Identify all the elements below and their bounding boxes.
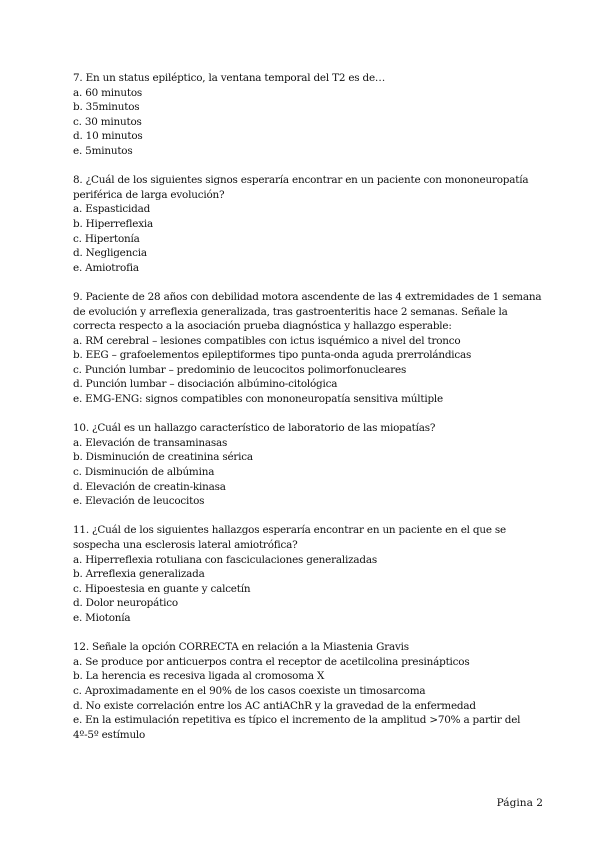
page-number: Página 2	[496, 797, 543, 809]
answer-option: e. 5minutos	[73, 144, 133, 157]
answer-option: d. Negligencia	[73, 247, 147, 260]
answer-option: b. La herencia es recesiva ligada al cromosoma X	[73, 670, 325, 683]
question-12	[73, 640, 543, 742]
answer-option: a. Elevación de transaminasas	[73, 436, 228, 449]
answer-option: a. Espasticidad	[73, 203, 151, 216]
answer-option: b. Arreflexia generalizada	[73, 568, 205, 581]
question-11	[73, 523, 543, 625]
answer-option: a. Se produce por anticuerpos contra el receptor de acetilcolina presinápticos	[73, 655, 470, 668]
answer-option: c. Aproximadamente en el 90% de los casos coexiste un timosarcoma	[73, 684, 426, 697]
question-stem: 9. Paciente de 28 años con debilidad motora ascendente de las 4 extremidades de 1 semana de evolución y arreflexia generalizada, tras gastroenteritis hace 2 semanas. Señale la correcta respecto a la asociación prueba diagnóstica y hallazgo esperable:	[73, 290, 542, 333]
question-stem: 8. ¿Cuál de los siguientes signos esperaría encontrar en un paciente con mononeuropatía periférica de larga evolución?	[73, 174, 529, 201]
answer-option: c. Punción lumbar – predominio de leucocitos polimorfonucleares	[73, 363, 407, 376]
answer-option: c. Disminución de albúmina	[73, 466, 215, 479]
answer-option: e. Amiotrofia	[73, 261, 139, 274]
answer-option: e. Elevación de leucocitos	[73, 495, 205, 508]
question-stem: 7. En un status epiléptico, la ventana temporal del T2 es de…	[73, 72, 386, 84]
answer-option: c. Hipertonía	[73, 232, 140, 245]
answer-option: b. EEG – grafoelementos epileptiformes tipo punta-onda aguda prerrolándicas	[73, 349, 472, 362]
answer-option: d. No existe correlación entre los AC antiAChR y la gravedad de la enfermedad	[73, 699, 476, 712]
answer-option: d. 10 minutos	[73, 130, 143, 143]
answer-option: c. 30 minutos	[73, 115, 142, 128]
answer-option: d. Punción lumbar – disociación albúmino-citológica	[73, 378, 338, 391]
question-stem: 10. ¿Cuál es un hallazgo característico de laboratorio de las miopatías?	[73, 422, 436, 435]
answer-option: a. Hiperreflexia rotuliana con fasciculaciones generalizadas	[73, 553, 377, 566]
answer-option: b. Hiperreflexia	[73, 217, 154, 230]
answer-option: e. Miotonía	[73, 611, 131, 624]
question-9	[73, 290, 543, 407]
answer-option: a. RM cerebral – lesiones compatibles con ictus isquémico a nivel del tronco	[73, 334, 461, 347]
question-list	[73, 71, 543, 757]
answer-option: e. EMG-ENG: signos compatibles con mononeuropatía sensitiva múltiple	[73, 393, 443, 406]
answer-option: d. Elevación de creatin-kinasa	[73, 480, 226, 493]
question-10	[73, 421, 543, 509]
answer-option: e. En la estimulación repetitiva es típico el incremento de la amplitud >70% a partir del 4º-5º estímulo	[73, 714, 521, 741]
question-7	[73, 71, 543, 159]
answer-option: c. Hipoestesia en guante y calcetín	[73, 582, 251, 595]
answer-option: b. 35minutos	[73, 101, 140, 114]
question-8	[73, 173, 543, 275]
question-stem: 11. ¿Cuál de los siguientes hallazgos esperaría encontrar en un paciente en el que se sospecha una esclerosis lateral amiotrófica?	[73, 524, 506, 551]
answer-option: b. Disminución de creatinina sérica	[73, 451, 253, 464]
answer-option: d. Dolor neuropático	[73, 597, 178, 610]
question-stem: 12. Señale la opción CORRECTA en relación a la Miastenia Gravis	[73, 641, 409, 654]
answer-option: a. 60 minutos	[73, 86, 143, 99]
